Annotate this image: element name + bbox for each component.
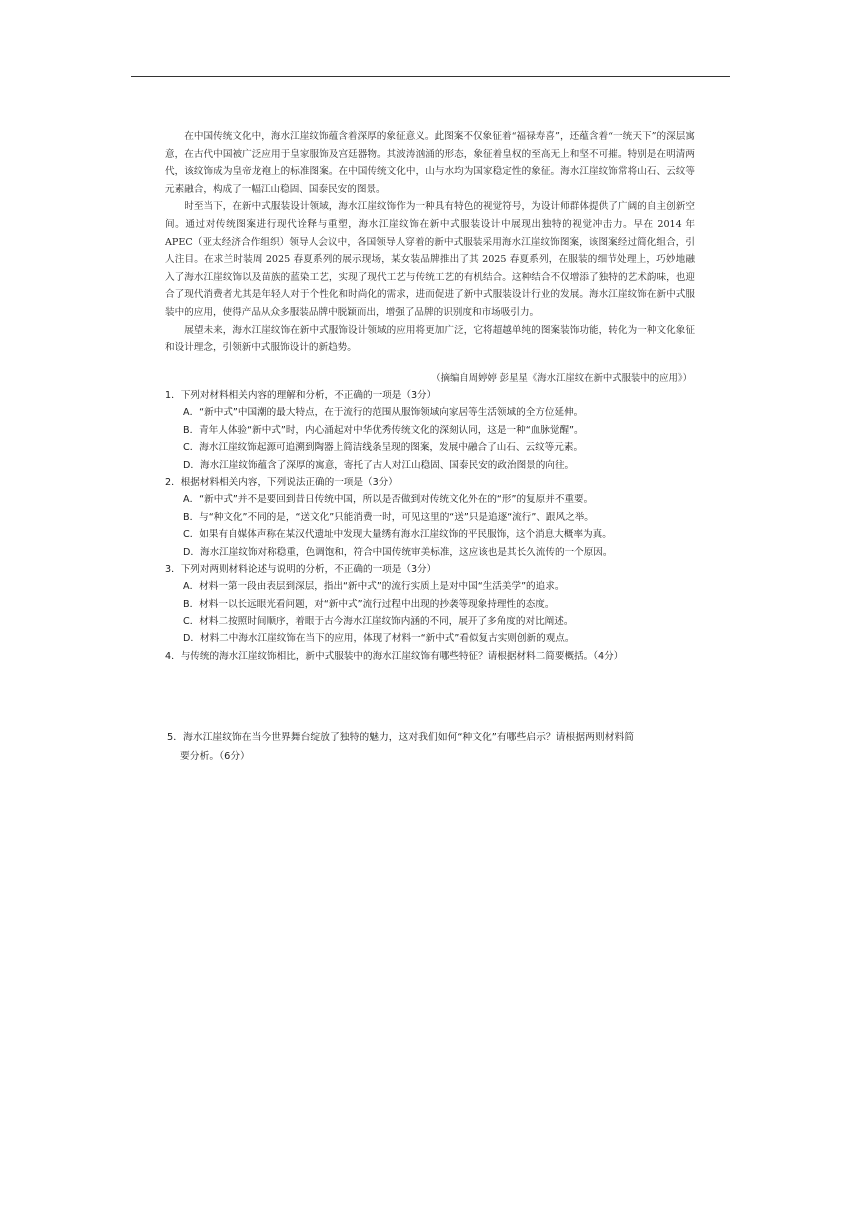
question-3: [165, 561, 705, 648]
option-a: A．“新中式”并不是要回到昔日传统中国，所以是否做到对传统文化外在的“形”的复原并不重要。: [183, 494, 594, 506]
header-rule: [131, 76, 730, 77]
question-stem: 1．下列对材料相关内容的理解和分析，不正确的一项是（3分）: [165, 390, 437, 401]
question-stem: 3．下列对两则材料论述与说明的分析，不正确的一项是（3分）: [165, 563, 437, 575]
question-stem: 5．海水江崖纹饰在当今世界舞台绽放了独特的魅力，这对我们如何“种文化”有哪些启示？请根据两则材料简: [167, 732, 635, 743]
option-b: B．与“种文化”不同的是，“送文化”只能消费一时，可见这里的“送”只是追逐“流行”、跟风之举。: [183, 511, 594, 523]
passage-paragraph-1: 在中国传统文化中，海水江崖纹饰蕴含着深厚的象征意义。此图案不仅象征着“福禄寿喜”，还蕴含着“一统天下”的深层寓意，在古代中国被广泛应用于皇家服饰及宫廷器物。其波涛汹涌的形态，象征着皇权的至高无上和坚不可摧。特别是在明清两代，该纹饰成为皇帝龙袍上的标准图案。在中国传统文化中，山与水均为国家稳定性的象征。海水江崖纹饰常将山石、云纹等元素融合，构成了一幅江山稳固、国泰民安的图景。: [165, 131, 695, 195]
passage-source: （摘编自周婷婷 彭星星《海水江崖纹在新中式服装中的应用》）: [431, 373, 692, 384]
passage-paragraph-2: 时至当下，在新中式服装设计领域，海水江崖纹饰作为一种具有特色的视觉符号，为设计师群体提供了广阔的自主创新空间。通过对传统图案进行现代诠释与重塑，海水江崖纹饰在新中式服装设计中展现出独特的视觉冲击力。早在 2014 年 APEC（亚太经济合作组织）领导人会议中，各国领导人穿着的新中式服装采用海水江崖纹饰图案，该图案经过简化组合，引人注目。在求兰时装周 2025 春夏系列的展示现场，某女装品牌推出了其 2025 春夏系列，在服装的细节处理上，巧妙地融入了海水江崖纹饰以及苗族的蓝染工艺，实现了现代工艺与传统工艺的有机结合。这种结合不仅增添了独特的艺术韵味，也迎合了现代消费者尤其是年轻人对于个性化和时尚化的需求，进而促进了新中式服装设计行业的发展。海水江崖纹饰在新中式服装中的应用，使得产品从众多服装品牌中脱颖而出，增强了品牌的识别度和市场吸引力。: [165, 201, 695, 318]
option-c: C．如果有自媒体声称在某汉代遗址中发现大量绣有海水江崖纹饰的平民服饰，这个消息大概率为真。: [183, 529, 612, 541]
question-5: [167, 728, 707, 766]
option-d: D．材料二中海水江崖纹饰在当下的应用，体现了材料一“新中式”看似复古实则创新的观点。: [183, 633, 575, 645]
reading-passage: [165, 128, 695, 357]
option-a: A．材料一第一段由表层到深层，指出“新中式”的流行实质上是对中国“生活美学”的追求。: [183, 581, 565, 593]
question-4: [165, 648, 705, 665]
option-c: C．海水江崖纹饰起源可追溯到陶器上简洁线条呈现的图案，发展中融合了山石、云纹等元素。: [183, 442, 584, 454]
question-stem: 4．与传统的海水江崖纹饰相比，新中式服装中的海水江崖纹饰有哪些特征？请根据材料二简要概括。（4分）: [165, 650, 624, 662]
option-a: A．“新中式”中国潮的最大特点，在于流行的范围从服饰领域向家居等生活领域的全方位延伸。: [183, 407, 584, 419]
question-2: [165, 474, 705, 561]
option-d: D．海水江崖纹饰蕴含了深厚的寓意，寄托了古人对江山稳固、国泰民安的政治图景的向往。: [183, 459, 575, 471]
option-b: B．青年人体验“新中式”时，内心涌起对中华优秀传统文化的深刻认同，这是一种“血脉觉醒”。: [183, 424, 584, 436]
option-d: D．海水江崖纹饰对称稳重，色调饱和，符合中国传统审美标准，这应该也是其长久流传的一个原因。: [183, 546, 613, 558]
option-b: B．材料一以长远眼光看问题，对“新中式”流行过程中出现的抄袭等现象持理性的态度。: [183, 598, 555, 610]
question-1: [165, 387, 705, 474]
question-stem: 2．根据材料相关内容，下列说法正确的一项是（3分）: [165, 476, 398, 488]
question-stem-continued: 要分析。（6分）: [180, 751, 250, 762]
option-c: C．材料二按照时间顺序，着眼于古今海水江崖纹饰内涵的不同，展开了多角度的对比阐述。: [183, 616, 574, 628]
question-list: [165, 387, 705, 665]
passage-paragraph-3: 展望未来，海水江崖纹饰在新中式服饰设计领域的应用将更加广泛，它将超越单纯的图案装饰功能，转化为一种文化象征和设计理念，引领新中式服饰设计的新趋势。: [165, 324, 695, 354]
